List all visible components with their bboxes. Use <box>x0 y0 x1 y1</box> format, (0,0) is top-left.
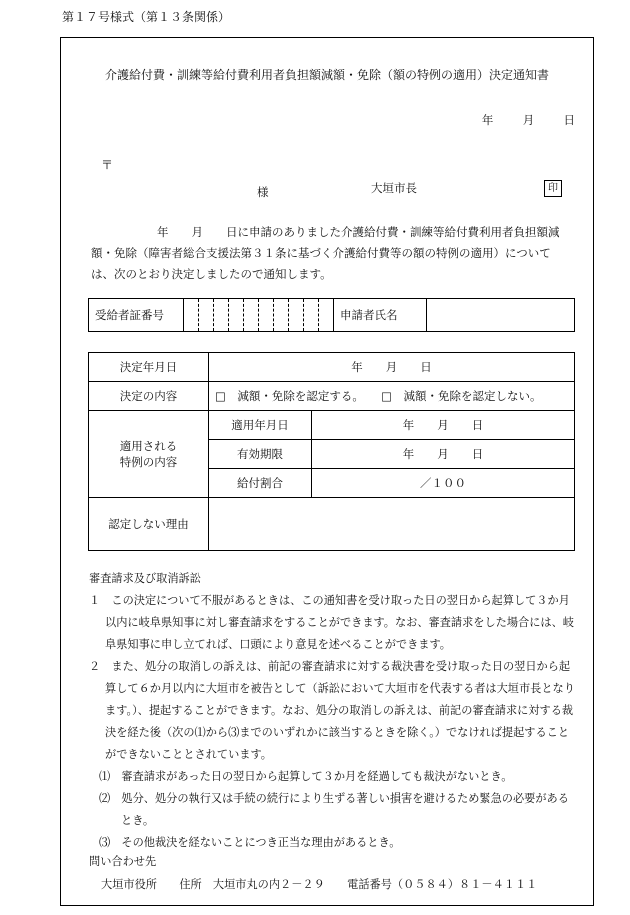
rejection-reason-field[interactable] <box>209 498 575 551</box>
special-content-label <box>89 411 209 498</box>
contact-info <box>89 850 537 896</box>
issuer-name: 大垣市長 <box>371 181 417 195</box>
postal-mark: 〒 <box>101 158 114 172</box>
cert-digit-cell[interactable] <box>199 299 214 332</box>
decision-table <box>88 352 575 551</box>
decision-date-value: 年 月 日 <box>209 353 575 382</box>
contact-line: 大垣市役所 住所 大垣市丸の内２－２９ 電話番号（０５８４）８１－４１１１ <box>101 878 538 891</box>
appeal-notes <box>89 568 579 854</box>
notice-body <box>91 222 579 285</box>
issue-day-label: 日 <box>563 113 575 127</box>
decision-content-value[interactable]: □ 減額・免除を認定する。 □ 減額・免除を認定しない。 <box>209 382 575 411</box>
cert-digit-cell[interactable] <box>319 299 334 332</box>
notes-item-1: １ この決定について不服があるときは、この通知書を受け取った日の翌日から起算して３か月以内に岐阜県知事に対し審査請求をすることができます。なお、審査請求をした場合には、岐阜県知事に申し立てれば、口頭により意見を述べることができます。 <box>89 594 574 651</box>
cert-digit-cell[interactable] <box>274 299 289 332</box>
decision-date-label: 決定年月日 <box>89 353 209 382</box>
cert-digit-cell[interactable] <box>304 299 319 332</box>
benefit-ratio-value: ／１００ <box>312 469 575 498</box>
notes-sub-2: ⑵ 処分、処分の執行又は手続の続行により生ずる著しい損害を避けるため緊急の必要があるとき。 <box>99 792 569 827</box>
cert-digit-cell[interactable] <box>259 299 274 332</box>
apply-date-value: 年 月 日 <box>312 411 575 440</box>
body-line-1: 年 月 日に申請のありました介護給付費・訓練等給付費利用者負担額減 <box>157 225 560 239</box>
issue-month-label: 月 <box>522 113 535 127</box>
apply-date-label: 適用年月日 <box>209 411 312 440</box>
applicant-name-label: 申請者氏名 <box>334 299 427 332</box>
seal-mark: 印 <box>544 180 562 197</box>
issue-date <box>482 112 575 128</box>
rejection-reason-label: 認定しない理由 <box>89 498 209 551</box>
body-line-2: 額・免除（障害者総合支援法第３１条に基づく介護給付費等の額の特例の適用）について <box>91 246 551 260</box>
contact-heading: 問い合わせ先 <box>89 855 157 868</box>
recipient-table <box>88 298 575 332</box>
valid-until-label: 有効期限 <box>209 440 312 469</box>
form-number: 第１７号様式（第１３条関係） <box>62 10 231 24</box>
notes-heading: 審査請求及び取消訴訟 <box>89 572 201 585</box>
applicant-name-field[interactable] <box>427 299 575 332</box>
cert-digit-cell[interactable] <box>184 299 199 332</box>
notes-item-2: ２ また、処分の取消しの訴えは、前記の審査請求に対する裁決書を受け取った日の翌日から起算して６か月以内に大垣市を被告として（訴訟において大垣市を代表する者は大垣市長となります。）、提起することができます。なお、処分の取消しの訴えは、前記の審査請求に対する裁決を経た後（次の⑴から⑶までのいずれかに該当するときを除く。）でなければ提起することができないこととされています。 <box>89 660 575 761</box>
notes-sub-3: ⑶ その他裁決を経ないことにつき正当な理由があるとき。 <box>99 836 401 849</box>
addressee-suffix: 様 <box>257 185 269 199</box>
special-label-line-1: 適用される <box>119 439 178 453</box>
document-title: 介護給付費・訓練等給付費利用者負担額減額・免除（額の特例の適用）決定通知書 <box>104 68 549 82</box>
valid-until-value: 年 月 日 <box>312 440 575 469</box>
document-frame <box>60 37 594 906</box>
special-label-line-2: 特例の内容 <box>119 455 178 469</box>
benefit-ratio-label: 給付割合 <box>209 469 312 498</box>
cert-digit-cell[interactable] <box>244 299 259 332</box>
cert-number-label: 受給者証番号 <box>89 299 184 332</box>
issue-year-label: 年 <box>481 113 494 127</box>
cert-digit-cell[interactable] <box>289 299 304 332</box>
notes-sub-1: ⑴ 審査請求があった日の翌日から起算して３か月を経過しても裁決がないとき。 <box>99 770 513 783</box>
cert-digit-cell[interactable] <box>229 299 244 332</box>
body-line-3: は、次のとおり決定しましたので通知します。 <box>91 267 332 281</box>
cert-digit-cell[interactable] <box>214 299 229 332</box>
decision-content-label: 決定の内容 <box>89 382 209 411</box>
